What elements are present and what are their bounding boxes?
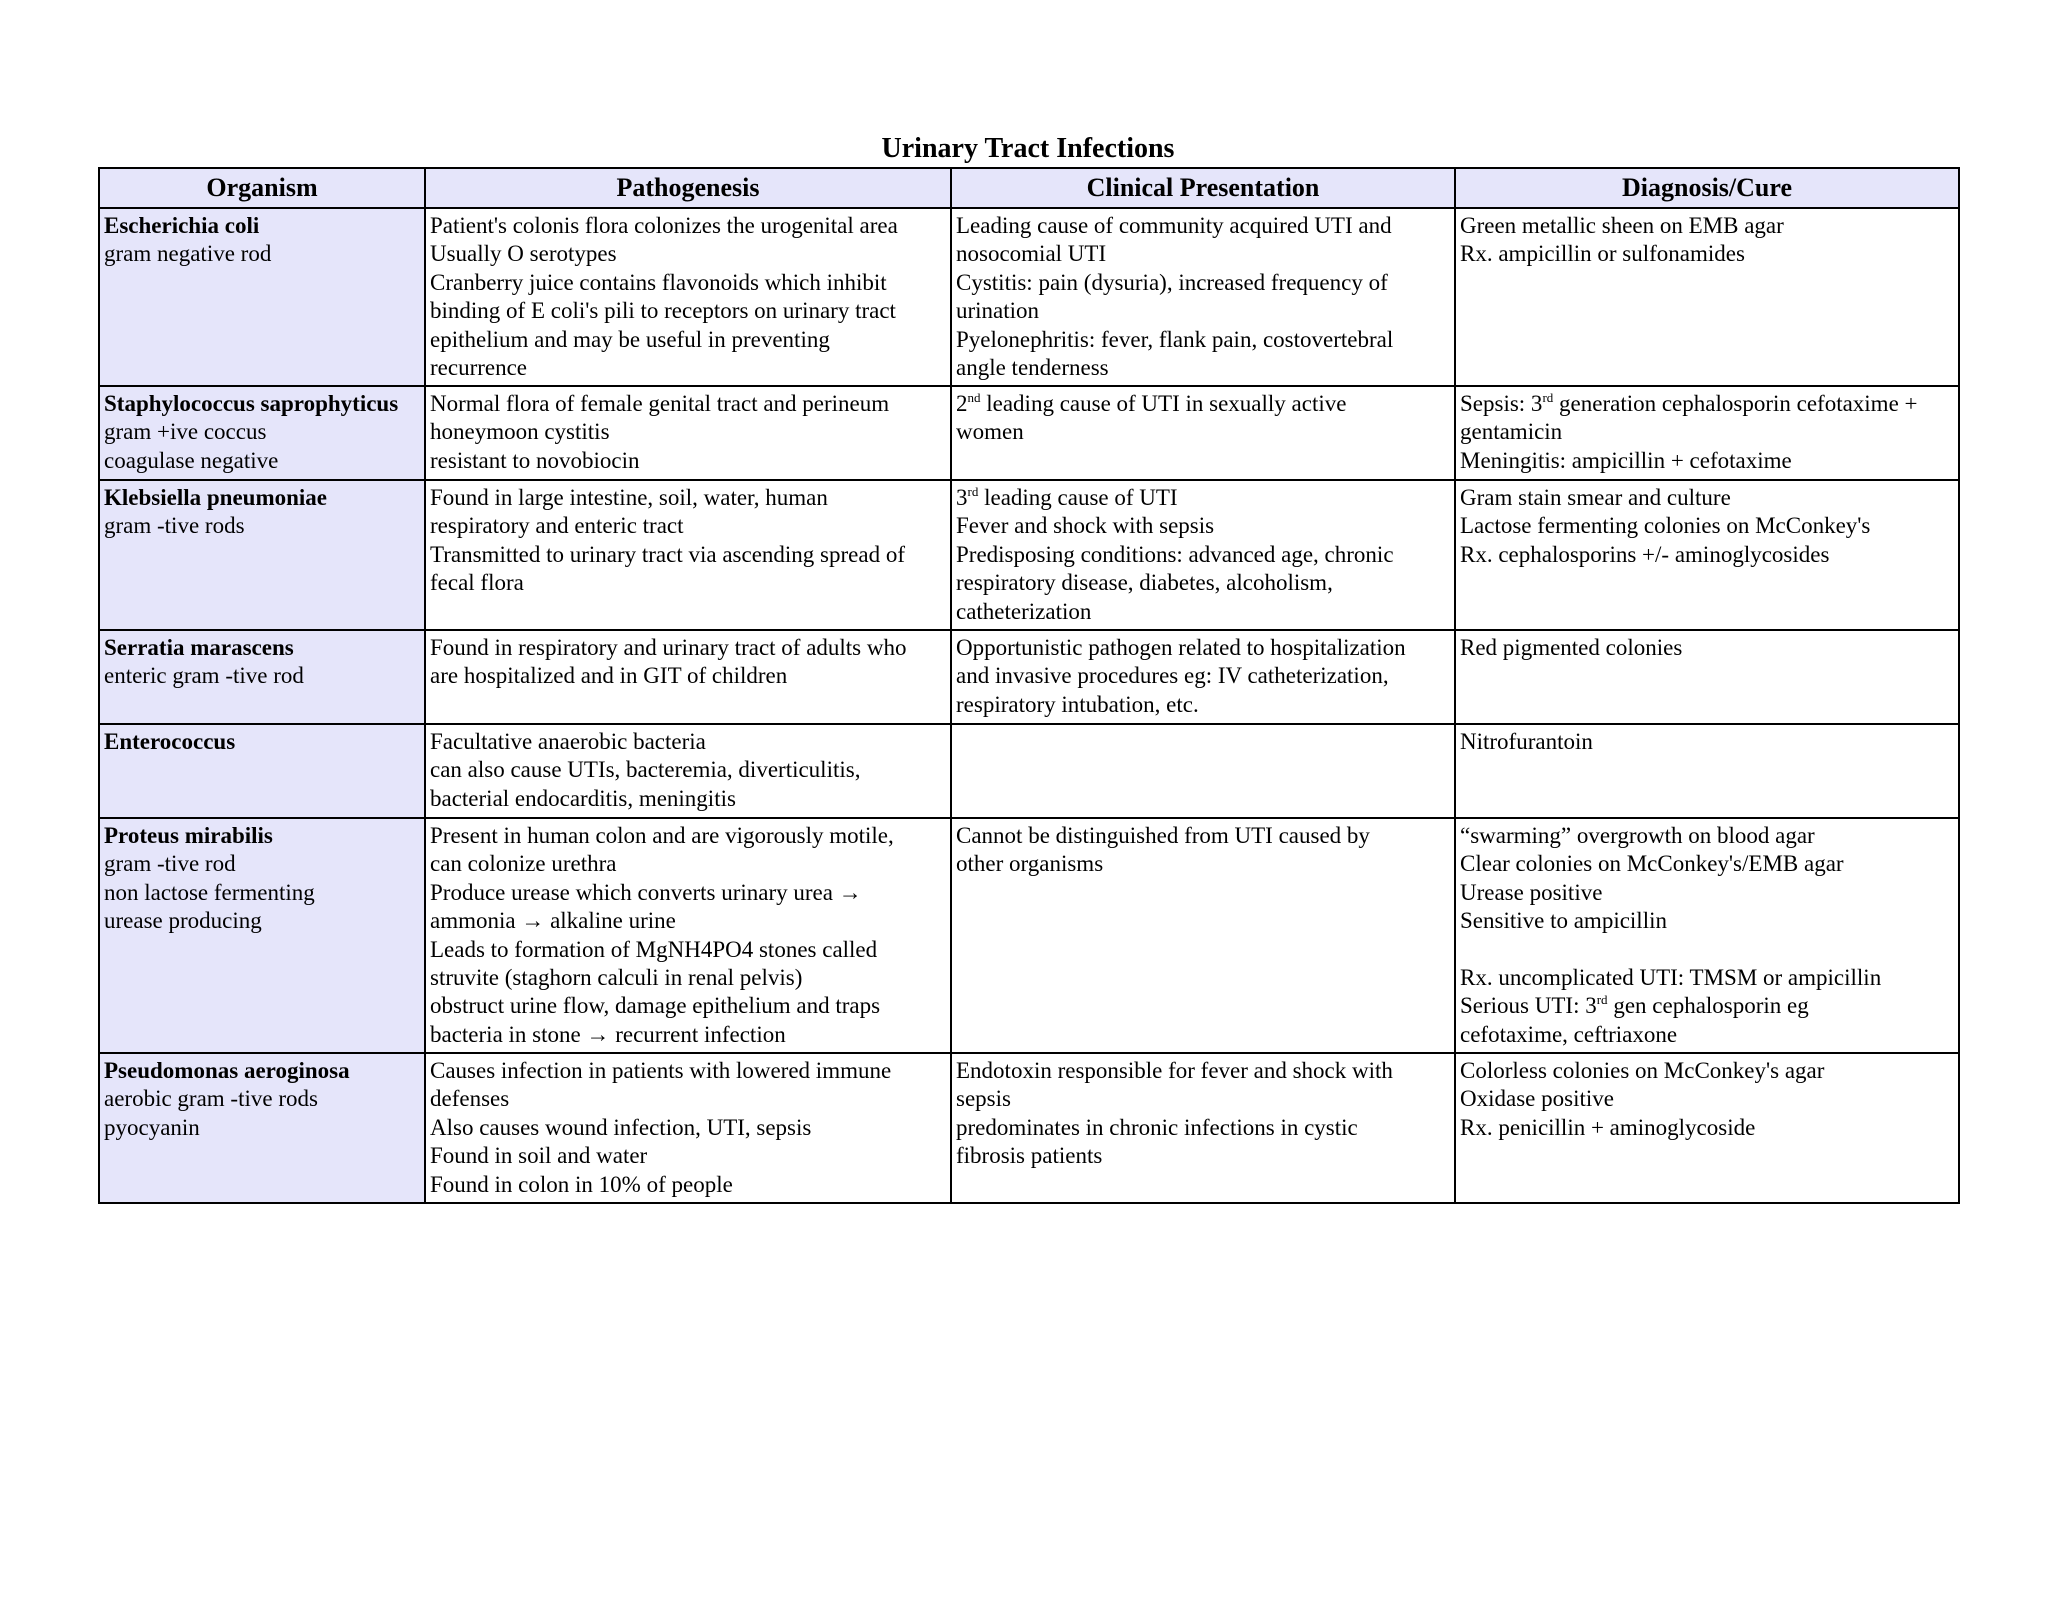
header-pathogenesis: Pathogenesis (425, 168, 951, 208)
diagnosis-line: Green metallic sheen on EMB agar (1460, 213, 1784, 238)
organism-cell (99, 724, 425, 818)
pathogenesis-line: Also causes wound infection, UTI, sepsis (430, 1114, 812, 1140)
organism-detail: coagulase negative (104, 447, 279, 473)
pathogenesis-line: can also cause UTIs, bacteremia, diverticulitis, (430, 757, 861, 783)
organism-detail: gram negative rod (104, 241, 272, 267)
organism-detail: pyocyanin (104, 1114, 200, 1140)
clinical-line: respiratory disease, diabetes, alcoholism, (956, 570, 1333, 596)
organism-detail: gram +ive coccus (104, 419, 267, 445)
clinical-cell (951, 818, 1455, 1053)
pathogenesis-line: recurrence (430, 355, 528, 381)
pathogenesis-line: epithelium and may be useful in preventing (430, 326, 830, 352)
diagnosis-line: Meningitis: ampicillin + cefotaxime (1460, 447, 1792, 473)
clinical-cell (951, 386, 1455, 480)
pathogenesis-cell (425, 630, 951, 724)
header-diagnosis-cure: Diagnosis/Cure (1455, 168, 1959, 208)
diagnosis-cell (1455, 818, 1959, 1053)
organism-name: Staphylococcus saprophyticus (104, 391, 399, 416)
diagnosis-line: Sepsis: 3rd generation cephalosporin cefotaxime + (1460, 390, 1918, 416)
pathogenesis-cell (425, 386, 951, 480)
header-organism: Organism (99, 168, 425, 208)
pathogenesis-cell (425, 724, 951, 818)
pathogenesis-line: ammonia → alkaline urine (430, 908, 676, 934)
clinical-line: Endotoxin responsible for fever and shock with (956, 1058, 1393, 1083)
organism-cell (99, 480, 425, 630)
diagnosis-line: Rx. ampicillin or sulfonamides (1460, 241, 1745, 267)
diagnosis-line: Colorless colonies on McConkey's agar (1460, 1058, 1825, 1083)
pathogenesis-line: Causes infection in patients with lowered immune (430, 1058, 892, 1083)
organism-detail: aerobic gram -tive rods (104, 1086, 318, 1112)
pathogenesis-line: can colonize urethra (430, 851, 617, 877)
header-clinical-presentation: Clinical Presentation (951, 168, 1455, 208)
diagnosis-line: “swarming” overgrowth on blood agar (1460, 823, 1815, 848)
table-row (99, 386, 1959, 480)
pathogenesis-line: Leads to formation of MgNH4PO4 stones called (430, 936, 878, 962)
diagnosis-cell (1455, 724, 1959, 818)
pathogenesis-line: Transmitted to urinary tract via ascending spread of (430, 541, 905, 567)
pathogenesis-line: are hospitalized and in GIT of children (430, 663, 788, 689)
clinical-cell (951, 724, 1455, 818)
clinical-line: women (956, 419, 1024, 445)
pathogenesis-line: honeymoon cystitis (430, 419, 610, 445)
clinical-line: Cannot be distinguished from UTI caused by (956, 823, 1370, 848)
pathogenesis-cell (425, 818, 951, 1053)
clinical-cell (951, 1053, 1455, 1203)
pathogenesis-line: struvite (staghorn calculi in renal pelvis) (430, 965, 803, 991)
pathogenesis-cell (425, 480, 951, 630)
diagnosis-line: Sensitive to ampicillin (1460, 908, 1667, 934)
diagnosis-line: Rx. penicillin + aminoglycoside (1460, 1114, 1756, 1140)
pathogenesis-line: Produce urease which converts urinary urea → (430, 879, 862, 905)
clinical-cell (951, 630, 1455, 724)
pathogenesis-line: binding of E coli's pili to receptors on urinary tract (430, 298, 896, 324)
organism-cell (99, 818, 425, 1053)
diagnosis-spacer (1460, 936, 1954, 964)
pathogenesis-line: Facultative anaerobic bacteria (430, 729, 706, 754)
clinical-line: angle tenderness (956, 355, 1109, 381)
diagnosis-line: Oxidase positive (1460, 1086, 1614, 1112)
organism-name: Escherichia coli (104, 213, 260, 238)
pathogenesis-line: Usually O serotypes (430, 241, 617, 267)
pathogenesis-line: Normal flora of female genital tract and perineum (430, 391, 890, 416)
clinical-line: predominates in chronic infections in cystic (956, 1114, 1358, 1140)
clinical-line: and invasive procedures eg: IV catheterization, (956, 663, 1389, 689)
table-header-row (99, 168, 1959, 208)
pathogenesis-line: bacteria in stone → recurrent infection (430, 1021, 786, 1047)
pathogenesis-line: Found in respiratory and urinary tract of adults who (430, 635, 907, 660)
clinical-line: Pyelonephritis: fever, flank pain, costovertebral (956, 326, 1394, 352)
pathogenesis-line: obstruct urine flow, damage epithelium and traps (430, 993, 881, 1019)
diagnosis-line: Serious UTI: 3rd gen cephalosporin eg (1460, 992, 1809, 1019)
uti-table (98, 167, 1960, 1204)
diagnosis-line: Rx. cephalosporins +/- aminoglycosides (1460, 541, 1830, 567)
pathogenesis-line: resistant to novobiocin (430, 447, 640, 473)
pathogenesis-line: Found in large intestine, soil, water, human (430, 485, 828, 510)
diagnosis-line: Clear colonies on McConkey's/EMB agar (1460, 851, 1844, 877)
table-row (99, 724, 1959, 818)
organism-cell (99, 386, 425, 480)
pathogenesis-line: fecal flora (430, 570, 524, 596)
pathogenesis-line: bacterial endocarditis, meningitis (430, 785, 736, 811)
organism-detail: urease producing (104, 908, 262, 934)
clinical-line: urination (956, 298, 1040, 324)
organism-cell (99, 630, 425, 724)
organism-name: Enterococcus (104, 729, 236, 754)
diagnosis-cell (1455, 1053, 1959, 1203)
diagnosis-line: Rx. uncomplicated UTI: TMSM or ampicillin (1460, 965, 1882, 991)
clinical-line: nosocomial UTI (956, 241, 1107, 267)
clinical-line: 2nd leading cause of UTI in sexually active (956, 390, 1347, 416)
diagnosis-line: cefotaxime, ceftriaxone (1460, 1021, 1678, 1047)
clinical-line: Cystitis: pain (dysuria), increased frequency of (956, 269, 1388, 295)
table-row (99, 1053, 1959, 1203)
clinical-line: Opportunistic pathogen related to hospitalization (956, 635, 1406, 660)
pathogenesis-line: defenses (430, 1086, 510, 1112)
table-row (99, 818, 1959, 1053)
organism-cell (99, 208, 425, 386)
organism-cell (99, 1053, 425, 1203)
diagnosis-line: Nitrofurantoin (1460, 729, 1593, 754)
pathogenesis-cell (425, 208, 951, 386)
diagnosis-cell (1455, 208, 1959, 386)
diagnosis-line: Urease positive (1460, 879, 1603, 905)
organism-detail: non lactose fermenting (104, 879, 315, 905)
clinical-line: Predisposing conditions: advanced age, chronic (956, 541, 1394, 567)
pathogenesis-line: Patient's colonis flora colonizes the urogenital area (430, 213, 898, 238)
table-row (99, 208, 1959, 386)
organism-detail: gram -tive rod (104, 851, 236, 877)
organism-name: Klebsiella pneumoniae (104, 485, 327, 510)
pathogenesis-cell (425, 1053, 951, 1203)
organism-detail: enteric gram -tive rod (104, 663, 304, 689)
clinical-cell (951, 480, 1455, 630)
clinical-line: sepsis (956, 1086, 1011, 1112)
diagnosis-line: gentamicin (1460, 419, 1563, 445)
clinical-line: fibrosis patients (956, 1143, 1103, 1169)
pathogenesis-line: Cranberry juice contains flavonoids which inhibit (430, 269, 887, 295)
diagnosis-line: Gram stain smear and culture (1460, 485, 1731, 510)
diagnosis-cell (1455, 630, 1959, 724)
organism-detail: gram -tive rods (104, 513, 245, 539)
clinical-cell (951, 208, 1455, 386)
organism-name: Serratia marascens (104, 635, 294, 660)
organism-name: Pseudomonas aeroginosa (104, 1058, 350, 1083)
diagnosis-line: Red pigmented colonies (1460, 635, 1683, 660)
pathogenesis-line: Found in soil and water (430, 1143, 648, 1169)
table-row (99, 630, 1959, 724)
diagnosis-cell (1455, 386, 1959, 480)
pathogenesis-line: respiratory and enteric tract (430, 513, 684, 539)
pathogenesis-line: Found in colon in 10% of people (430, 1171, 733, 1197)
page-title: Urinary Tract Infections (881, 133, 1175, 164)
clinical-line: catheterization (956, 598, 1092, 624)
table-row (99, 480, 1959, 630)
clinical-line: Leading cause of community acquired UTI and (956, 213, 1392, 238)
clinical-line: respiratory intubation, etc. (956, 691, 1199, 717)
diagnosis-cell (1455, 480, 1959, 630)
clinical-line: other organisms (956, 851, 1104, 877)
clinical-line: 3rd leading cause of UTI (956, 484, 1178, 510)
pathogenesis-line: Present in human colon and are vigorously motile, (430, 823, 894, 848)
clinical-line: Fever and shock with sepsis (956, 513, 1215, 539)
diagnosis-line: Lactose fermenting colonies on McConkey's (1460, 513, 1871, 539)
organism-name: Proteus mirabilis (104, 823, 273, 848)
